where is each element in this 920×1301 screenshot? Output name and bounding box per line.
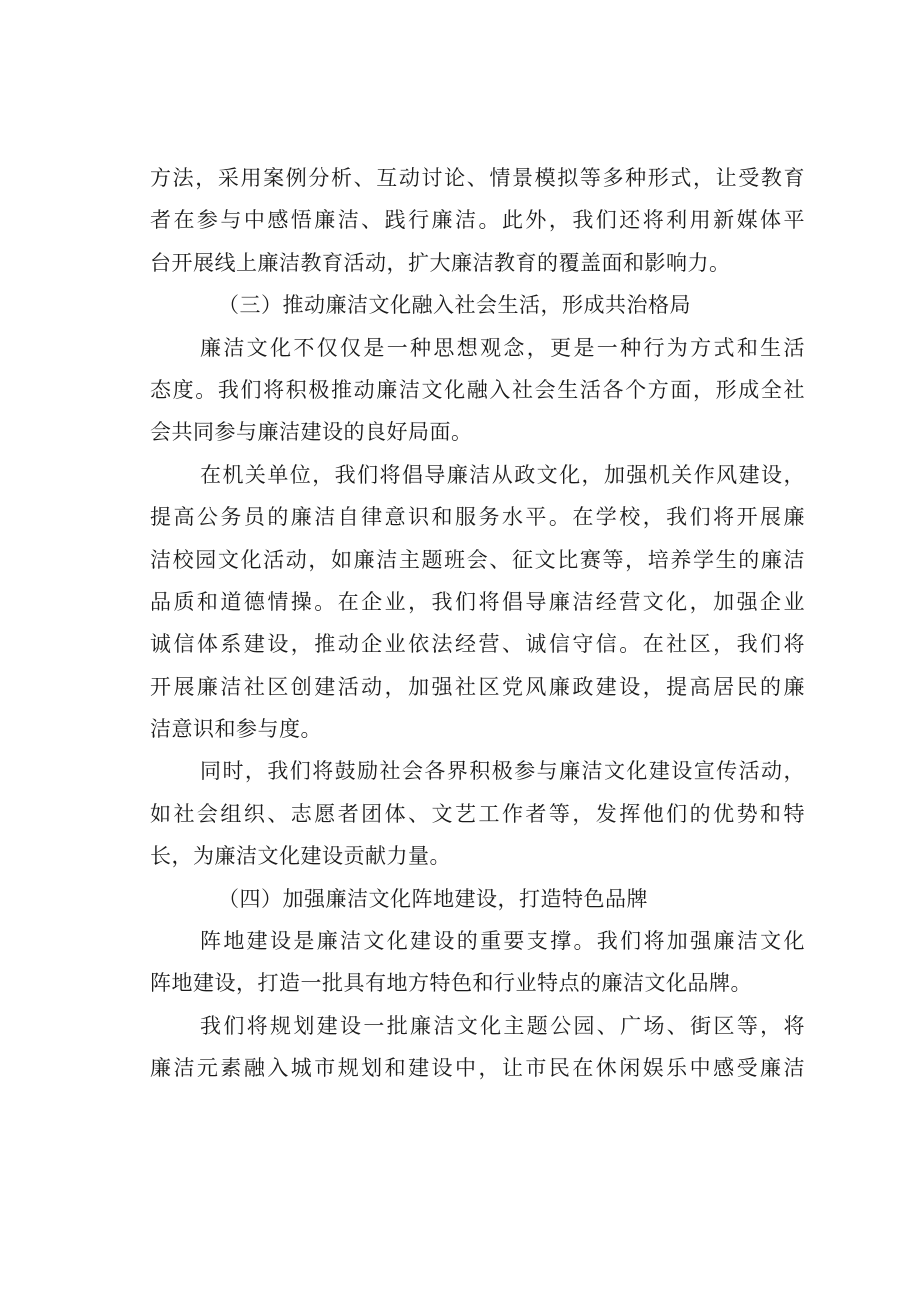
paragraph-line: 阵地建设，打造一批具有地方特色和行业特点的廉洁文化品牌。	[150, 971, 752, 996]
paragraph-line: 同时，我们将鼓励社会各界积极参与廉洁文化建设宣传活动，	[200, 759, 805, 784]
paragraph-line: 会共同参与廉洁建设的良好局面。	[150, 420, 473, 445]
paragraph-line: 阵地建设是廉洁文化建设的重要支撑。我们将加强廉洁文化	[200, 929, 805, 954]
paragraph-line: 方法，采用案例分析、互动讨论、情景模拟等多种形式，让受教育	[150, 166, 805, 190]
paragraph-line: 品质和道德情操。在企业，我们将倡导廉洁经营文化，加强企业	[150, 589, 805, 614]
paragraph-line: 廉洁文化不仅仅是一种思想观念，更是一种行为方式和生活	[200, 335, 805, 360]
paragraph-line: 在机关单位，我们将倡导廉洁从政文化，加强机关作风建设，	[200, 462, 805, 487]
paragraph-line: 者在参与中感悟廉洁、践行廉洁。此外，我们还将利用新媒体平	[150, 208, 805, 233]
document-body	[150, 157, 805, 1090]
paragraph-line: 开展廉洁社区创建活动，加强社区党风廉政建设，提高居民的廉	[150, 674, 805, 699]
paragraph-line: 长，为廉洁文化建设贡献力量。	[150, 844, 451, 869]
paragraph-line: 廉洁元素融入城市规划和建设中，让市民在休闲娱乐中感受廉洁	[150, 1056, 805, 1081]
paragraph-line: 我们将规划建设一批廉洁文化主题公园、广场、街区等，将	[200, 1013, 805, 1038]
paragraph-line: 诚信体系建设，推动企业依法经营、诚信守信。在社区，我们将	[150, 632, 805, 657]
section-heading: （三）推动廉洁文化融入社会生活，形成共治格局	[218, 293, 691, 318]
paragraph-line: 洁意识和参与度。	[150, 717, 322, 742]
paragraph-line: 洁校园文化活动，如廉洁主题班会、征文比赛等，培养学生的廉洁	[150, 547, 805, 572]
section-heading: （四）加强廉洁文化阵地建设，打造特色品牌	[218, 886, 648, 911]
paragraph-line: 态度。我们将积极推动廉洁文化融入社会生活各个方面，形成全社	[150, 377, 805, 402]
paragraph-line: 如社会组织、志愿者团体、文艺工作者等，发挥他们的优势和特	[150, 801, 805, 826]
paragraph-line: 台开展线上廉洁教育活动，扩大廉洁教育的覆盖面和影响力。	[150, 250, 731, 275]
paragraph-line: 提高公务员的廉洁自律意识和服务水平。在学校，我们将开展廉	[150, 505, 805, 530]
